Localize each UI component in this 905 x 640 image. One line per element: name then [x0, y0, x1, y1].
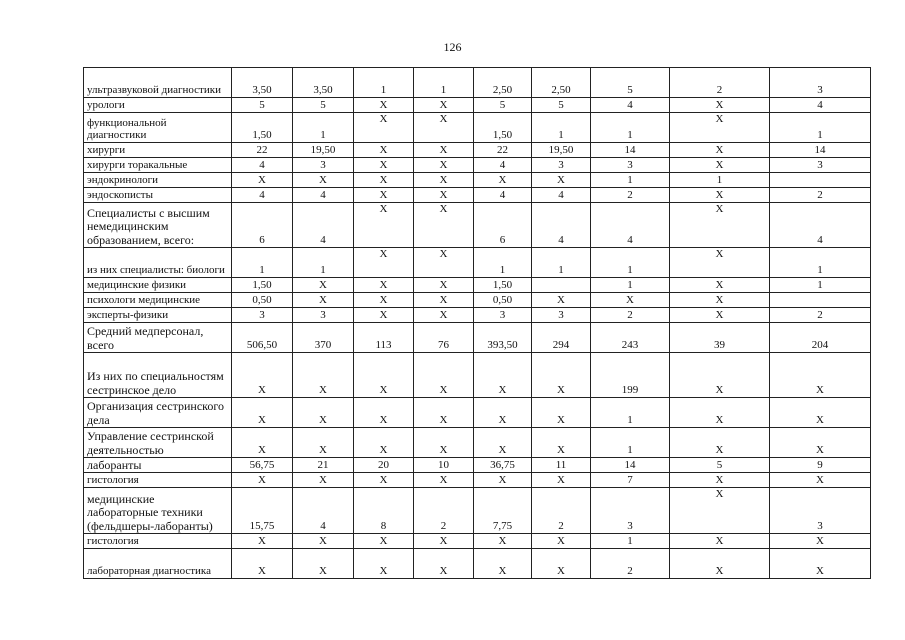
table-cell: 1 [293, 248, 354, 278]
table-cell: Х [414, 428, 474, 458]
table-cell: Х [670, 549, 770, 579]
table-cell: 1 [770, 113, 871, 143]
table-row [84, 488, 871, 534]
row-label: хирурги [84, 143, 232, 158]
row-label: Средний медперсонал, всего [84, 323, 232, 353]
table-body [84, 68, 871, 579]
table-cell: Х [670, 488, 770, 534]
table-cell: 204 [770, 323, 871, 353]
table-cell: 1,50 [474, 113, 532, 143]
table-row [84, 534, 871, 549]
table-cell: Х [474, 428, 532, 458]
table-cell: 2,50 [532, 68, 591, 98]
table-cell: Х [532, 173, 591, 188]
table-row [84, 248, 871, 278]
table-cell: Х [293, 534, 354, 549]
table-cell: Х [670, 398, 770, 428]
row-label: психологи медицинские [84, 293, 232, 308]
table-cell: 22 [474, 143, 532, 158]
table-row [84, 323, 871, 353]
table-cell: Х [414, 308, 474, 323]
table-cell: 1 [591, 113, 670, 143]
table-cell: 4 [591, 98, 670, 113]
table-cell: Х [770, 398, 871, 428]
table-cell: 2 [591, 308, 670, 323]
table-row [84, 143, 871, 158]
table-cell: Х [232, 428, 293, 458]
table-cell: 2 [414, 488, 474, 534]
table-cell: 5 [232, 98, 293, 113]
table-cell: 1 [532, 248, 591, 278]
table-cell: 4 [293, 188, 354, 203]
table-cell: Х [414, 278, 474, 293]
table-row [84, 278, 871, 293]
table-cell: 4 [232, 188, 293, 203]
table-cell [770, 293, 871, 308]
table-cell: 1 [232, 248, 293, 278]
table-cell: 1 [591, 398, 670, 428]
table-cell: Х [670, 143, 770, 158]
table-cell: Х [770, 473, 871, 488]
table-cell: 76 [414, 323, 474, 353]
table-cell: 4 [474, 188, 532, 203]
table-cell: 3 [591, 488, 670, 534]
table-row [84, 458, 871, 473]
table-cell: Х [670, 353, 770, 398]
table-cell: 14 [770, 143, 871, 158]
table-cell: Х [414, 98, 474, 113]
row-label: урологи [84, 98, 232, 113]
table-cell: Х [354, 428, 414, 458]
table-cell: Х [354, 293, 414, 308]
table-cell: Х [414, 203, 474, 248]
table-cell: Х [354, 473, 414, 488]
table-cell: 1 [770, 278, 871, 293]
table-row [84, 173, 871, 188]
table-cell: 3 [770, 488, 871, 534]
table-cell: 1 [532, 113, 591, 143]
table-cell: 19,50 [532, 143, 591, 158]
table-cell: 1 [414, 68, 474, 98]
table-cell: 14 [591, 458, 670, 473]
table-cell: 3 [591, 158, 670, 173]
table-row [84, 98, 871, 113]
table-cell: Х [670, 473, 770, 488]
table-cell: Х [232, 473, 293, 488]
table-cell [532, 278, 591, 293]
table-cell: 1 [591, 428, 670, 458]
table-cell: 2 [770, 308, 871, 323]
table-cell: 4 [532, 188, 591, 203]
table-cell: Х [474, 534, 532, 549]
table-cell: 4 [293, 203, 354, 248]
table-row [84, 428, 871, 458]
table-row [84, 398, 871, 428]
table-cell: 4 [232, 158, 293, 173]
table-cell: Х [293, 353, 354, 398]
table-cell: Х [293, 549, 354, 579]
table-cell: Х [354, 353, 414, 398]
table-row [84, 353, 871, 398]
table-cell: 3 [293, 308, 354, 323]
table-cell: Х [414, 248, 474, 278]
table-cell: Х [354, 113, 414, 143]
table-cell: 0,50 [232, 293, 293, 308]
page-number: 126 [443, 40, 462, 54]
table-cell: 4 [532, 203, 591, 248]
table-cell: 2 [670, 68, 770, 98]
table-cell: Х [354, 158, 414, 173]
table-cell: 1 [474, 248, 532, 278]
table-cell: 15,75 [232, 488, 293, 534]
table-cell: Х [354, 98, 414, 113]
table-cell: 5 [474, 98, 532, 113]
table-cell [770, 173, 871, 188]
table-cell: 1 [293, 113, 354, 143]
table-row [84, 308, 871, 323]
table-cell: 3 [232, 308, 293, 323]
row-label: Специалисты с высшим немедицинским образованием, всего: [84, 203, 232, 248]
table-cell: 2 [532, 488, 591, 534]
table-cell: 4 [474, 158, 532, 173]
table-cell: Х [414, 173, 474, 188]
table-cell: Х [474, 353, 532, 398]
table-cell: Х [670, 188, 770, 203]
table-cell: Х [232, 549, 293, 579]
table-cell: Х [670, 248, 770, 278]
table-cell: Х [532, 473, 591, 488]
table-cell: 2 [591, 549, 670, 579]
table-cell: Х [354, 534, 414, 549]
table-cell: Х [414, 113, 474, 143]
table-cell: 5 [293, 98, 354, 113]
table-cell: Х [670, 534, 770, 549]
table-cell: Х [770, 353, 871, 398]
table-cell: 0,50 [474, 293, 532, 308]
table-cell: Х [354, 143, 414, 158]
table-cell: 22 [232, 143, 293, 158]
staffing-table [83, 67, 871, 579]
table-cell: 3 [532, 308, 591, 323]
table-cell: 21 [293, 458, 354, 473]
row-label: гистология [84, 473, 232, 488]
table-cell: Х [474, 173, 532, 188]
table-cell: Х [532, 293, 591, 308]
table-cell: 1 [591, 278, 670, 293]
row-label: хирурги торакальные [84, 158, 232, 173]
table-cell: 20 [354, 458, 414, 473]
table-cell: 393,50 [474, 323, 532, 353]
table-cell: Х [354, 248, 414, 278]
table-cell: 4 [770, 203, 871, 248]
table-cell: 2 [591, 188, 670, 203]
table-cell: Х [670, 428, 770, 458]
table-cell: 3 [770, 158, 871, 173]
table-cell: 3 [532, 158, 591, 173]
table-cell: 506,50 [232, 323, 293, 353]
table-cell: Х [414, 188, 474, 203]
row-label: Организация сестринского дела [84, 398, 232, 428]
table-cell: 1,50 [232, 278, 293, 293]
row-label: эндоскописты [84, 188, 232, 203]
table-cell: Х [354, 398, 414, 428]
table-cell: 5 [532, 98, 591, 113]
table-cell: Х [474, 549, 532, 579]
row-label: ультразвуковой диагностики [84, 68, 232, 98]
table-cell: 2,50 [474, 68, 532, 98]
table-cell: Х [414, 534, 474, 549]
table-cell: 11 [532, 458, 591, 473]
row-label: эндокринологи [84, 173, 232, 188]
table-cell: 9 [770, 458, 871, 473]
table-cell: 6 [232, 203, 293, 248]
row-label: Управление сестринской деятельностью [84, 428, 232, 458]
table-cell: 243 [591, 323, 670, 353]
table-cell: Х [532, 398, 591, 428]
table-cell: Х [414, 143, 474, 158]
table-cell: 1,50 [474, 278, 532, 293]
table-cell: 3 [293, 158, 354, 173]
table-cell: Х [354, 188, 414, 203]
table-cell: 7,75 [474, 488, 532, 534]
table-cell: 4 [770, 98, 871, 113]
table-cell: Х [293, 398, 354, 428]
row-label: лаборанты [84, 458, 232, 473]
table-cell: Х [670, 158, 770, 173]
table-cell: Х [770, 549, 871, 579]
table-cell: Х [670, 278, 770, 293]
table-cell: Х [354, 203, 414, 248]
table-cell: Х [474, 473, 532, 488]
table-cell: Х [414, 549, 474, 579]
table-cell: Х [591, 293, 670, 308]
row-label: функциональной диагностики [84, 113, 232, 143]
table-cell: 294 [532, 323, 591, 353]
table-cell: Х [232, 534, 293, 549]
row-label: медицинские лабораторные техники (фельдшеры-лаборанты) [84, 488, 232, 534]
table-cell: Х [532, 353, 591, 398]
table-cell: Х [354, 278, 414, 293]
table-cell: 3 [770, 68, 871, 98]
table-cell: 56,75 [232, 458, 293, 473]
table-cell: Х [532, 549, 591, 579]
table-cell: Х [414, 293, 474, 308]
table-cell: Х [293, 473, 354, 488]
table-row [84, 158, 871, 173]
table-cell: 6 [474, 203, 532, 248]
table-cell: Х [354, 308, 414, 323]
table-row [84, 188, 871, 203]
table-row [84, 113, 871, 143]
table-cell: 3 [474, 308, 532, 323]
table-cell: 1,50 [232, 113, 293, 143]
table-cell: 1 [770, 248, 871, 278]
table-row [84, 293, 871, 308]
row-label: из них специалисты: биологи [84, 248, 232, 278]
table-cell: Х [670, 203, 770, 248]
table-cell: 1 [670, 173, 770, 188]
table-cell: Х [293, 278, 354, 293]
table-cell: Х [293, 173, 354, 188]
table-cell: Х [293, 293, 354, 308]
table-cell: Х [532, 534, 591, 549]
table-cell: 36,75 [474, 458, 532, 473]
table-cell: 4 [293, 488, 354, 534]
table-cell: 1 [591, 534, 670, 549]
row-label: гистология [84, 534, 232, 549]
table-cell: Х [474, 398, 532, 428]
table-cell: 2 [770, 188, 871, 203]
table-cell: Х [670, 113, 770, 143]
table-cell: 7 [591, 473, 670, 488]
row-label: Из них по специальностям сестринское дело [84, 353, 232, 398]
table-cell: 3,50 [232, 68, 293, 98]
table-cell: 10 [414, 458, 474, 473]
table-cell: 1 [591, 173, 670, 188]
table-cell: Х [354, 173, 414, 188]
table-cell: Х [770, 534, 871, 549]
table-cell: Х [770, 428, 871, 458]
table-cell: 4 [591, 203, 670, 248]
table-cell: Х [293, 428, 354, 458]
row-label: эксперты-физики [84, 308, 232, 323]
table-row [84, 549, 871, 579]
table-cell: 370 [293, 323, 354, 353]
table-cell: Х [414, 473, 474, 488]
table-row [84, 473, 871, 488]
row-label: медицинские физики [84, 278, 232, 293]
table-row [84, 203, 871, 248]
table-cell: 1 [591, 248, 670, 278]
table-cell: 5 [670, 458, 770, 473]
table-cell: 14 [591, 143, 670, 158]
row-label: лабораторная диагностика [84, 549, 232, 579]
table-cell: Х [670, 98, 770, 113]
table-cell: 199 [591, 353, 670, 398]
table-cell: 1 [354, 68, 414, 98]
table-cell: Х [414, 398, 474, 428]
table-cell: 8 [354, 488, 414, 534]
table-cell: Х [414, 158, 474, 173]
table-cell: Х [670, 308, 770, 323]
table-cell: Х [532, 428, 591, 458]
table-cell: Х [414, 353, 474, 398]
table-cell: Х [232, 173, 293, 188]
table-cell: Х [354, 549, 414, 579]
table-cell: 3,50 [293, 68, 354, 98]
table-cell: Х [232, 398, 293, 428]
table-cell: 39 [670, 323, 770, 353]
table-cell: 5 [591, 68, 670, 98]
table-row [84, 68, 871, 98]
table-cell: 19,50 [293, 143, 354, 158]
table-cell: 113 [354, 323, 414, 353]
table-cell: Х [232, 353, 293, 398]
table-cell: Х [670, 293, 770, 308]
